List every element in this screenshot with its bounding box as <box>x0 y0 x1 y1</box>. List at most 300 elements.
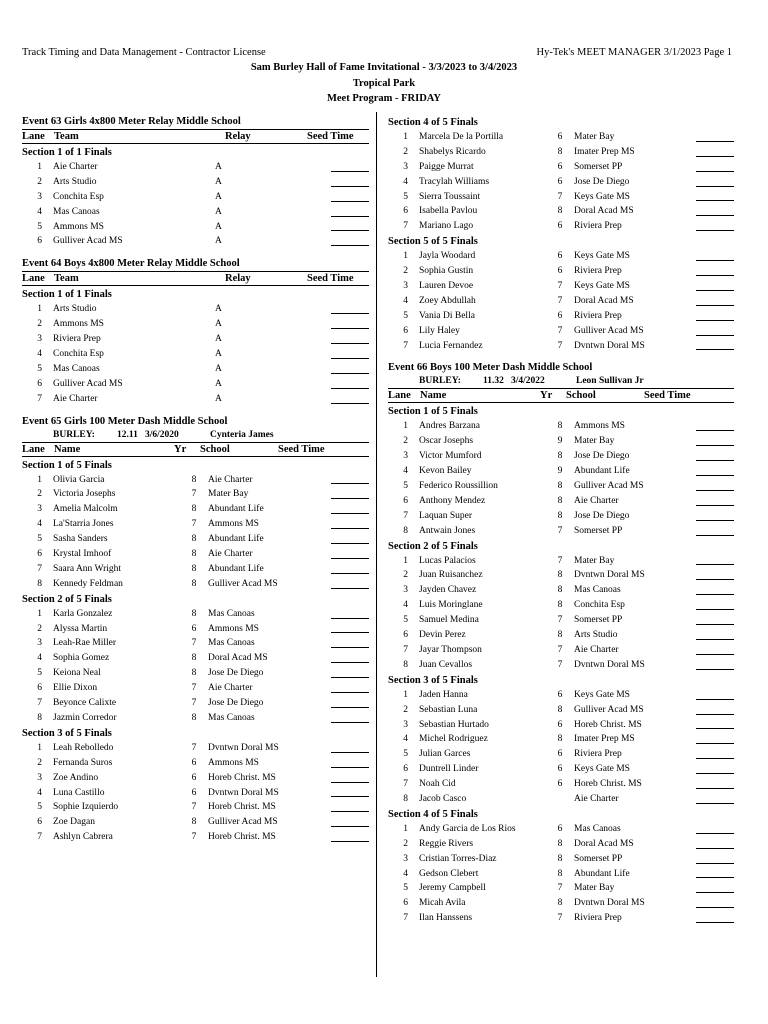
school-name: Horeb Christ. MS <box>574 779 642 790</box>
software-page-info: Hy-Tek's MEET MANAGER 3/1/2023 Page 1 <box>536 47 732 58</box>
athlete-name: Krystal Imhoof <box>53 549 112 560</box>
seed-time-cell <box>301 786 369 801</box>
seed-time-blank <box>331 841 369 842</box>
seed-time-blank <box>696 877 734 878</box>
athlete-year: 6 <box>191 787 197 798</box>
lane-number: 1 <box>37 474 42 485</box>
lane-number: 4 <box>37 787 42 798</box>
seed-time-blank <box>331 388 369 389</box>
school-name: Jose De Diego <box>574 510 630 521</box>
school-name: Riviera Prep <box>574 749 622 760</box>
athlete-year: 7 <box>557 883 563 894</box>
athlete-name: Karla Gonzalez <box>53 608 113 619</box>
seed-time-cell <box>667 324 734 339</box>
school-name: Doral Acad MS <box>574 206 634 217</box>
school-name: Aie Charter <box>208 474 253 485</box>
table-row <box>22 651 369 666</box>
athlete-year: 8 <box>191 578 197 589</box>
section-title: Section 2 of 5 Finals <box>22 593 112 605</box>
seed-time-cell <box>667 658 734 673</box>
athlete-name: Duntrell Linder <box>419 764 479 775</box>
school-name: Gulliver Acad MS <box>208 578 278 589</box>
header-yr: Yr <box>540 390 553 402</box>
header-name: Name <box>420 390 447 402</box>
header-relay: Relay <box>225 273 251 285</box>
school-name: Keys Gate MS <box>574 764 630 775</box>
lane-number: 6 <box>37 683 42 694</box>
school-name: Ammons MS <box>208 757 259 768</box>
school-name: Mas Canoas <box>208 712 255 723</box>
table-row <box>22 741 369 756</box>
seed-time-cell <box>667 896 734 911</box>
athlete-year: 7 <box>191 698 197 709</box>
seed-time-cell <box>292 302 369 317</box>
table-row <box>22 332 369 347</box>
right-column <box>388 115 734 926</box>
seed-time-cell <box>667 837 734 852</box>
school-name: Jose De Diego <box>208 698 264 709</box>
seed-time-cell <box>292 332 369 347</box>
team-name: Gulliver Acad MS <box>53 236 123 247</box>
school-name: Aie Charter <box>574 644 619 655</box>
athlete-year: 8 <box>191 608 197 619</box>
athlete-name: Lauren Devoe <box>419 281 474 292</box>
lane-number: 7 <box>403 340 408 351</box>
section-title: Section 1 of 1 Finals <box>22 289 112 301</box>
athlete-name: Sierra Toussaint <box>419 191 481 202</box>
athlete-year: 6 <box>191 757 197 768</box>
athlete-year: 6 <box>557 310 563 321</box>
team-name: Conchita Esp <box>53 191 104 202</box>
seed-time-cell <box>667 867 734 882</box>
athlete-year: 8 <box>557 146 563 157</box>
seed-time-blank <box>696 699 734 700</box>
athlete-name: Lucas Palacios <box>419 555 476 566</box>
athlete-year: 7 <box>191 742 197 753</box>
seed-time-blank <box>696 564 734 565</box>
athlete-name: Lucia Fernandez <box>419 340 483 351</box>
seed-time-cell <box>292 220 369 235</box>
seed-time-cell <box>667 762 734 777</box>
seed-time-cell <box>667 688 734 703</box>
school-name: Gulliver Acad MS <box>208 817 278 828</box>
meet-record <box>388 375 734 388</box>
lane-number: 5 <box>403 191 408 202</box>
athlete-name: Mariano Lago <box>419 221 474 232</box>
table-row <box>388 822 734 837</box>
seed-time-blank <box>696 863 734 864</box>
seed-time-cell <box>301 636 369 651</box>
lane-number: 7 <box>37 832 42 843</box>
lane-number: 8 <box>403 525 408 536</box>
table-row <box>388 732 734 747</box>
seed-time-blank <box>331 328 369 329</box>
seed-time-blank <box>696 505 734 506</box>
athlete-year: 8 <box>557 421 563 432</box>
seed-time-blank <box>696 788 734 789</box>
event-block <box>22 115 369 249</box>
seed-time-cell <box>667 732 734 747</box>
table-row <box>22 562 369 577</box>
table-row <box>22 532 369 547</box>
school-name: Keys Gate MS <box>574 281 630 292</box>
athlete-name: Sophie Izquierdo <box>53 802 119 813</box>
athlete-name: Andres Barzana <box>419 421 480 432</box>
athlete-name: Antwain Jones <box>419 525 476 536</box>
athlete-year: 6 <box>191 772 197 783</box>
seed-time-cell <box>301 562 369 577</box>
header-seed-time: Seed Time <box>307 131 354 142</box>
school-name: Somerset PP <box>574 615 623 626</box>
school-name: Imater Prep MS <box>574 734 635 745</box>
lane-number: 2 <box>37 319 42 330</box>
lane-number: 1 <box>37 304 42 315</box>
lane-number: 6 <box>37 236 42 247</box>
seed-time-cell <box>301 830 369 845</box>
header-lane: Lane <box>22 443 45 455</box>
lane-number: 7 <box>403 913 408 924</box>
seed-time-cell <box>301 696 369 711</box>
lane-number: 6 <box>37 817 42 828</box>
lane-number: 5 <box>403 749 408 760</box>
seed-time-blank <box>331 245 369 246</box>
lane-number: 6 <box>403 206 408 217</box>
school-name: Aie Charter <box>574 793 619 804</box>
school-name: Horeb Christ. MS <box>208 772 276 783</box>
seed-time-cell <box>301 651 369 666</box>
lane-number: 6 <box>403 630 408 641</box>
athlete-year: 8 <box>557 481 563 492</box>
lane-number: 4 <box>403 868 408 879</box>
seed-time-cell <box>301 800 369 815</box>
athlete-year: 7 <box>557 281 563 292</box>
seed-time-blank <box>696 579 734 580</box>
seed-time-blank <box>696 535 734 536</box>
lane-number: 8 <box>37 712 42 723</box>
seed-time-blank <box>331 528 369 529</box>
athlete-name: Reggie Rivers <box>419 838 474 849</box>
table-row <box>388 419 734 434</box>
left-column <box>22 115 369 845</box>
school-name: Mater Bay <box>574 132 615 142</box>
lane-number: 3 <box>37 772 42 783</box>
table-row <box>22 815 369 830</box>
seed-time-cell <box>301 622 369 637</box>
section-title: Section 1 of 5 Finals <box>388 406 478 418</box>
lane-number: 8 <box>403 793 408 804</box>
header-seed-time: Seed Time <box>278 443 325 455</box>
seed-time-blank <box>331 826 369 827</box>
seed-time-blank <box>696 260 734 261</box>
athlete-year: 7 <box>557 191 563 202</box>
section-title: Section 1 of 5 Finals <box>22 459 112 471</box>
record-date: 3/6/2020 <box>145 429 179 440</box>
table-row <box>388 643 734 658</box>
seed-time-blank <box>696 922 734 923</box>
table-row <box>22 220 369 235</box>
school-name: Horeb Christ. MS <box>574 719 642 730</box>
section-title: Section 3 of 5 Finals <box>22 727 112 739</box>
lane-number: 7 <box>403 221 408 232</box>
seed-time-cell <box>301 577 369 592</box>
seed-time-cell <box>292 317 369 332</box>
athlete-name: Marcela De la Portilla <box>419 132 504 142</box>
lane-number: 2 <box>37 757 42 768</box>
lane-number: 3 <box>403 161 408 172</box>
spacer <box>22 249 369 257</box>
athlete-year: 8 <box>557 838 563 849</box>
table-row <box>388 867 734 882</box>
athlete-name: Gedson Clebert <box>419 868 479 879</box>
seed-time-blank <box>696 171 734 172</box>
lane-number: 2 <box>403 838 408 849</box>
table-row <box>388 324 734 339</box>
school-name: Mater Bay <box>574 555 615 566</box>
relay-letter: A <box>215 221 222 232</box>
seed-time-cell <box>292 347 369 362</box>
table-row <box>22 190 369 205</box>
athlete-year: 8 <box>557 630 563 641</box>
athlete-name: Samuel Medina <box>419 615 479 626</box>
athlete-year: 7 <box>191 832 197 843</box>
relay-letter: A <box>215 378 222 389</box>
seed-time-blank <box>696 907 734 908</box>
athlete-year: 8 <box>191 534 197 545</box>
seed-time-blank <box>696 186 734 187</box>
table-row <box>22 392 369 407</box>
section-title: Section 1 of 1 Finals <box>22 147 112 158</box>
athlete-name: Sophia Gomez <box>53 653 110 664</box>
seed-time-blank <box>331 707 369 708</box>
table-row <box>388 628 734 643</box>
school-name: Aie Charter <box>208 683 253 694</box>
lane-number: 1 <box>403 555 408 566</box>
table-row <box>22 160 369 175</box>
header-yr: Yr <box>174 443 187 455</box>
event-title: Event 63 Girls 4x800 Meter Relay Middle School <box>22 116 241 127</box>
athlete-year: 6 <box>557 251 563 262</box>
athlete-name: Anthony Mendez <box>419 495 486 506</box>
seed-time-blank <box>331 796 369 797</box>
seed-time-blank <box>696 520 734 521</box>
team-name: Ammons MS <box>53 319 104 330</box>
school-name: Somerset PP <box>574 853 623 864</box>
athlete-year: 6 <box>557 823 563 834</box>
table-row <box>22 347 369 362</box>
seed-time-blank <box>696 833 734 834</box>
athlete-name: Jaden Hanna <box>419 689 468 700</box>
athlete-name: Zoe Dagan <box>53 817 95 828</box>
lane-number: 3 <box>37 638 42 649</box>
table-row <box>388 434 734 449</box>
school-name: Abundant Life <box>208 504 264 515</box>
seed-time-blank <box>331 618 369 619</box>
seed-time-blank <box>331 722 369 723</box>
header-seed-time: Seed Time <box>644 390 691 402</box>
athlete-name: Federico Roussillion <box>419 481 498 492</box>
athlete-name: Sebastian Luna <box>419 704 478 715</box>
lane-number: 4 <box>403 295 408 306</box>
athlete-year: 8 <box>191 712 197 723</box>
athlete-year: 8 <box>557 206 563 217</box>
seed-time-blank <box>696 743 734 744</box>
section-title: Section 4 of 5 Finals <box>388 808 478 820</box>
event-title: Event 66 Boys 100 Meter Dash Middle School <box>388 362 593 374</box>
seed-time-blank <box>331 498 369 499</box>
event-block <box>22 257 369 406</box>
athlete-name: Sebastian Hurtado <box>419 719 489 730</box>
record-holder: Leon Sullivan Jr <box>576 376 644 387</box>
header-school: School <box>566 390 596 402</box>
school-name: Abundant Life <box>574 466 630 477</box>
athlete-year: 7 <box>557 644 563 655</box>
athlete-year: 8 <box>191 653 197 664</box>
school-name: Mater Bay <box>208 489 249 500</box>
table-row <box>388 568 734 583</box>
section-title: Section 4 of 5 Finals <box>388 117 478 128</box>
athlete-year: 8 <box>557 510 563 521</box>
school-name: Horeb Christ. MS <box>208 832 276 843</box>
seed-time-blank <box>331 573 369 574</box>
school-name: Horeb Christ. MS <box>208 802 276 813</box>
seed-time-blank <box>696 215 734 216</box>
athlete-name: Juan Ruisanchez <box>419 570 483 581</box>
athlete-name: Kennedy Feldman <box>53 578 123 589</box>
seed-time-cell <box>667 777 734 792</box>
lane-number: 6 <box>403 325 408 336</box>
athlete-name: Lily Haley <box>419 325 460 336</box>
lane-number: 4 <box>37 519 42 530</box>
seed-time-cell <box>667 747 734 762</box>
seed-time-blank <box>696 475 734 476</box>
athlete-year: 6 <box>191 623 197 634</box>
record-label: BURLEY: <box>419 376 461 387</box>
event-title: Event 64 Boys 4x800 Meter Relay Middle School <box>22 258 240 270</box>
athlete-year: 7 <box>557 659 563 670</box>
seed-time-cell <box>667 249 734 264</box>
athlete-year: 7 <box>557 913 563 924</box>
table-row <box>388 747 734 762</box>
athlete-year: 6 <box>557 266 563 277</box>
school-name: Doral Acad MS <box>208 653 268 664</box>
athlete-year: 7 <box>557 325 563 336</box>
table-row <box>388 464 734 479</box>
school-name: Jose De Diego <box>208 668 264 679</box>
lane-number: 3 <box>403 853 408 864</box>
athlete-name: Olivia Garcia <box>53 474 105 485</box>
athlete-name: Shabelys Ricardo <box>419 146 486 157</box>
lane-number: 3 <box>403 281 408 292</box>
athlete-name: Jayden Chavez <box>419 585 477 596</box>
seed-time-cell <box>667 583 734 598</box>
lane-number: 5 <box>37 534 42 545</box>
school-name: Mas Canoas <box>574 585 621 596</box>
lane-number: 3 <box>403 719 408 730</box>
athlete-name: La'Starria Jones <box>53 519 114 530</box>
lane-number: 2 <box>37 623 42 634</box>
athlete-name: Keiona Neal <box>53 668 101 679</box>
athlete-name: Victor Mumford <box>419 451 482 462</box>
lane-number: 5 <box>37 363 42 374</box>
athlete-year: 8 <box>557 868 563 879</box>
table-row <box>388 294 734 309</box>
record-holder: Cynteria James <box>210 429 274 440</box>
school-name: Mas Canoas <box>208 638 255 649</box>
athlete-name: Jacob Casco <box>419 793 467 804</box>
seed-time-blank <box>696 714 734 715</box>
lane-number: 3 <box>37 504 42 515</box>
table-row <box>388 160 734 175</box>
seed-time-blank <box>331 543 369 544</box>
relay-letter: A <box>215 334 222 345</box>
lane-number: 5 <box>37 802 42 813</box>
school-name: Keys Gate MS <box>574 689 630 700</box>
table-row <box>22 800 369 815</box>
athlete-name: Cristian Torres-Diaz <box>419 853 497 864</box>
seed-time-cell <box>667 130 734 145</box>
table-row <box>388 479 734 494</box>
athlete-year: 6 <box>557 132 563 142</box>
lane-number: 7 <box>37 393 42 404</box>
athlete-year: 7 <box>557 615 563 626</box>
lane-number: 5 <box>37 221 42 232</box>
school-name: Imater Prep MS <box>574 146 635 157</box>
table-row <box>388 703 734 718</box>
athlete-name: Ellie Dixon <box>53 683 98 694</box>
table-row <box>22 622 369 637</box>
athlete-name: Alyssa Martin <box>53 623 108 634</box>
table-row <box>388 449 734 464</box>
school-name: Ammons MS <box>208 623 259 634</box>
seed-time-cell <box>292 190 369 205</box>
school-name: Dvntwn Doral MS <box>574 659 645 670</box>
table-row <box>388 339 734 354</box>
lane-number: 4 <box>403 734 408 745</box>
school-name: Gulliver Acad MS <box>574 704 644 715</box>
seed-time-cell <box>667 309 734 324</box>
table-row <box>388 494 734 509</box>
table-row <box>22 711 369 726</box>
seed-time-cell <box>667 718 734 733</box>
seed-time-cell <box>667 294 734 309</box>
seed-time-cell <box>667 524 734 539</box>
athlete-name: Paigge Murrat <box>419 161 474 172</box>
table-row <box>22 830 369 845</box>
school-name: Ammons MS <box>574 421 625 432</box>
table-row <box>22 473 369 488</box>
athlete-year: 8 <box>557 704 563 715</box>
seed-time-blank <box>331 782 369 783</box>
school-name: Mater Bay <box>574 436 615 447</box>
seed-time-blank <box>696 305 734 306</box>
seed-time-blank <box>331 216 369 217</box>
lane-number: 3 <box>37 334 42 345</box>
seed-time-blank <box>331 513 369 514</box>
seed-time-blank <box>696 200 734 201</box>
table-row <box>22 234 369 249</box>
license-text: Track Timing and Data Management - Contractor License <box>22 47 266 58</box>
seed-time-cell <box>301 607 369 622</box>
seed-time-cell <box>667 911 734 926</box>
seed-time-blank <box>331 230 369 231</box>
athlete-year: 9 <box>557 466 563 477</box>
seed-time-cell <box>292 234 369 249</box>
spacer <box>22 407 369 415</box>
record-date: 3/4/2022 <box>511 376 545 387</box>
table-row <box>388 309 734 324</box>
seed-time-cell <box>667 568 734 583</box>
header-team: Team <box>54 131 79 142</box>
